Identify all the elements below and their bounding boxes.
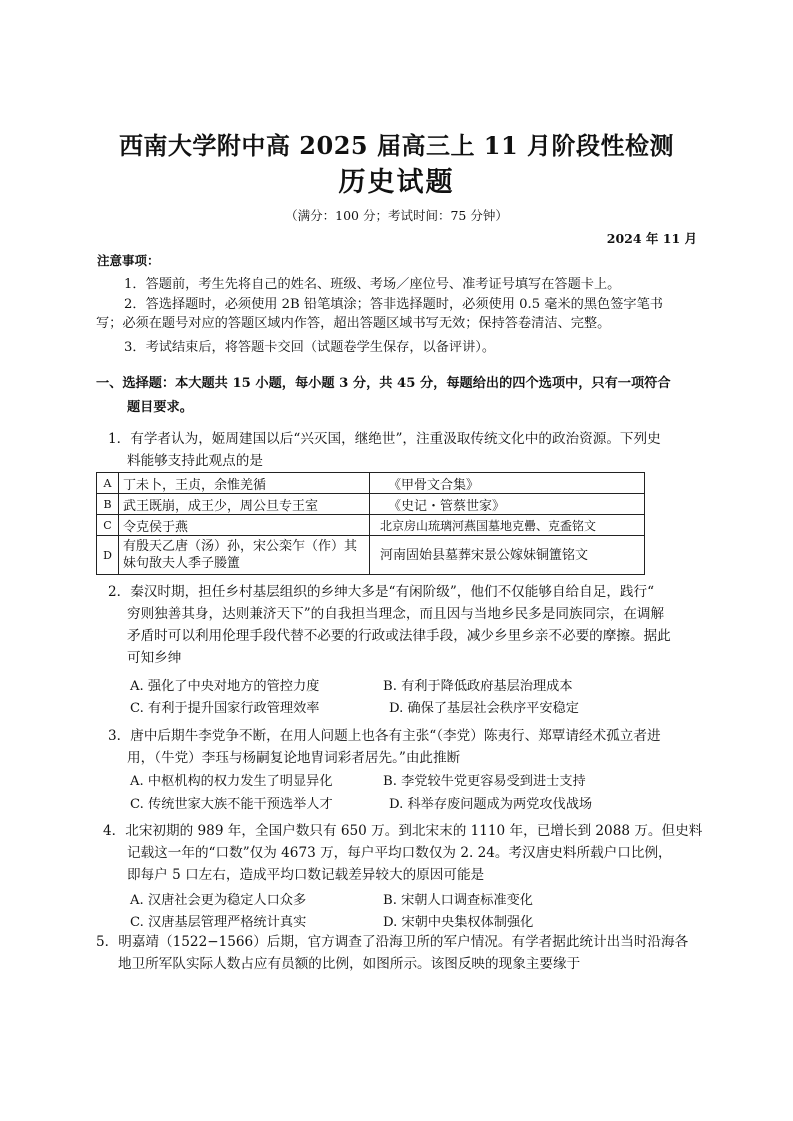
table-row — [97, 473, 645, 494]
q2-option-d[interactable]: D. 确保了基层社会秩序平安稳定 — [389, 701, 579, 716]
q3-option-b[interactable]: B. 李党较牛党更容易受到进士支持 — [383, 774, 586, 789]
q3-stem-line1: 3．唐中后期牛李党争不断，在用人问题上也各有主张“（李党）陈夷行、郑覃请经术孤立者进 — [108, 728, 661, 744]
option-content-line2: 妹句敔夫人季子媵簠 — [123, 556, 241, 571]
section-heading: 一、选择题：本大题共 15 小题，每小题 3 分，共 45 分，每题给出的四个选项中，只有一项符合 — [96, 376, 671, 391]
q4-option-c[interactable]: C. 汉唐基层管理严格统计真实 — [130, 915, 307, 930]
option-source: 《甲骨文合集》 — [370, 473, 645, 494]
notice-title: 注意事项： — [97, 253, 160, 268]
table-row — [97, 515, 645, 536]
q4-option-a[interactable]: A. 汉唐社会更为稳定人口众多 — [130, 893, 307, 908]
option-source: 《史记・管蔡世家》 — [370, 494, 645, 515]
notice-item-3: 3．考试结束后，将答题卡交回（试题卷学生保存，以备评讲）。 — [124, 340, 496, 355]
option-content: 武王既崩，成王少，周公旦专王室 — [119, 494, 370, 515]
q2-stem-line4: 可知乡绅 — [127, 650, 182, 666]
q2-option-a[interactable]: A. 强化了中央对地方的管控力度 — [130, 679, 320, 694]
table-row — [97, 494, 645, 515]
q2-option-b[interactable]: B. 有利于降低政府基层治理成本 — [383, 679, 573, 694]
option-letter: D — [97, 536, 119, 575]
q2-stem-line1: 2．秦汉时期，担任乡村基层组织的乡绅大多是“有闲阶级”，他们不仅能够自给自足，践行“ — [108, 584, 655, 600]
q5-stem-line1: 5．明嘉靖（1522−1566）后期，官方调查了沿海卫所的军户情况。有学者据此统计出当时沿海各 — [96, 934, 689, 950]
q1-stem-line1: 1．有学者认为，姬周建国以后“兴灭国，继绝世”，注重汲取传统文化中的政治资源。下列史 — [108, 431, 661, 447]
q5-stem-line2: 地卫所军队实际人数占应有员额的比例，如图所示。该图反映的现象主要缘于 — [118, 956, 581, 972]
q3-option-c[interactable]: C. 传统世家大族不能干预选举人才 — [130, 797, 333, 812]
exam-title: 西南大学附中高 2025 届高三上 11 月阶段性检测 — [118, 131, 675, 160]
q3-stem-line2: 用，（牛党）李珏与杨嗣复论地胄词彩者居先。”由此推断 — [127, 750, 461, 766]
table-row — [97, 536, 645, 575]
exam-date: 2024 年 11 月 — [606, 231, 697, 246]
q4-option-d[interactable]: D. 宋朝中央集权体制强化 — [383, 915, 534, 930]
q3-option-d[interactable]: D. 科举存废问题成为两党攻伐战场 — [389, 797, 593, 812]
option-letter: B — [97, 494, 119, 515]
option-content: 丁未卜，王贞，余惟羌循 — [119, 473, 370, 494]
option-source: 北京房山琉璃河燕国墓地克罍、克盉铭文 — [370, 515, 645, 536]
q3-option-a[interactable]: A. 中枢机构的权力发生了明显异化 — [130, 774, 333, 789]
notice-item-2-cont: 写；必须在题号对应的答题区域内作答，超出答题区域书写无效；保持答卷清洁、完整。 — [96, 316, 611, 331]
q2-stem-line2: 穷则独善其身，达则兼济天下”的自我担当理念，而且因与当地乡民多是同族同宗，在调解 — [127, 606, 665, 622]
q2-option-c[interactable]: C. 有利于提升国家行政管理效率 — [130, 701, 320, 716]
option-source: 河南固始县墓葬宋景公嫁妹铜簠铭文 — [370, 536, 645, 575]
q4-stem-line1: 4．北宋初期的 989 年，全国户数只有 650 万。到北宋末的 1110 年，已增长到 2088 万。但史料 — [103, 823, 703, 839]
q2-stem-line3: 矛盾时可以利用伦理手段代替不必要的行政或法律手段，减少乡里乡亲不必要的摩擦。据此 — [127, 628, 671, 644]
option-letter: A — [97, 473, 119, 494]
option-content: 令克侯于燕 — [119, 515, 370, 536]
notice-item-1: 1．答题前，考生先将自己的姓名、班级、考场／座位号、准考证号填写在答题卡上。 — [124, 277, 621, 292]
q4-stem-line2: 记载这一年的“口数”仅为 4673 万，每户平均口数仅为 2. 24。考汉唐史料所载户口比例， — [127, 845, 672, 861]
q1-options-table — [96, 472, 645, 575]
q1-stem-line2: 料能够支持此观点的是 — [127, 453, 263, 469]
option-content-line1: 有殷天乙唐（汤）孙，宋公栾乍（作）其 — [123, 539, 358, 554]
q4-stem-line3: 即每户 5 口左右，造成平均口数记载差异较大的原因可能是 — [127, 867, 485, 883]
section-heading-cont: 题目要求。 — [127, 400, 193, 415]
option-content — [119, 536, 370, 575]
q4-option-b[interactable]: B. 宋朝人口调查标准变化 — [383, 893, 533, 908]
exam-subject: 历史试题 — [338, 167, 455, 198]
score-info: （满分：100 分；考试时间：75 分钟） — [285, 208, 508, 223]
notice-item-2: 2．答选择题时，必须使用 2B 铅笔填涂；答非选择题时，必须使用 0.5 毫米的黑色签字笔书 — [124, 297, 663, 312]
option-letter: C — [97, 515, 119, 536]
